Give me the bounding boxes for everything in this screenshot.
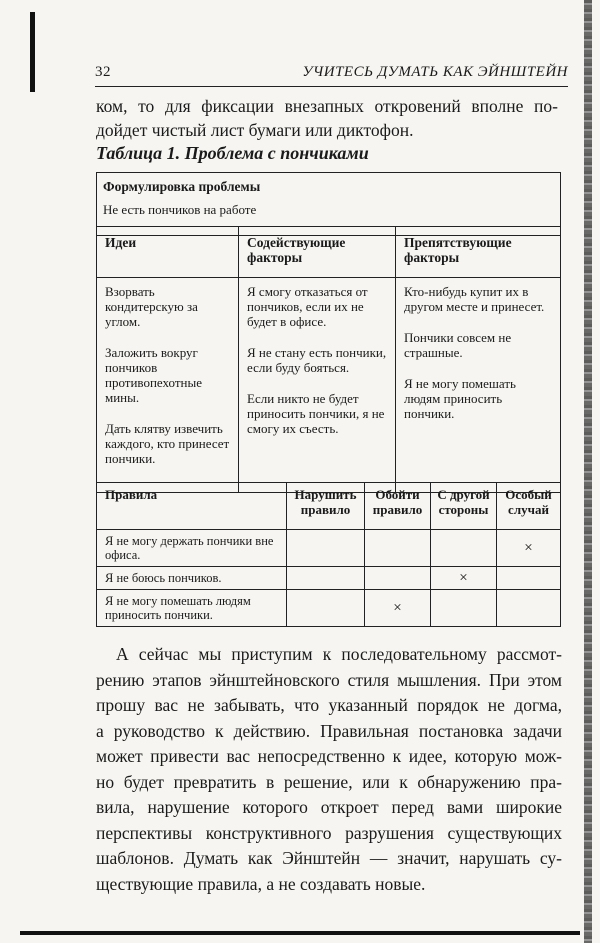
problem-text: Не есть пончиков на работе — [103, 202, 257, 217]
factor-item: Если никто не будет приносить пончики, я не смогу их съесть. — [247, 391, 385, 436]
factor-item: Пончики совсем не страшные. — [404, 330, 512, 360]
text-line: но будет превратить в решение, или к обнаружению пра- — [96, 771, 562, 792]
scan-edge-bottom — [20, 931, 580, 935]
page-number: 32 — [95, 64, 111, 80]
text-line: ком, то для фиксации внезапных откровений вполне по- — [96, 96, 558, 116]
break-rule-header: Нарушить правило — [287, 483, 365, 530]
rules-table — [96, 482, 561, 627]
factor-item: Кто-нибудь купит их в другом месте и принесет. — [404, 284, 545, 314]
rule-cell: Я не могу держать пончики вне офиса. — [97, 530, 287, 567]
text-line: ществующие правила, а не создавать новые. — [96, 873, 426, 894]
page-header — [95, 62, 568, 87]
hindering-factors-header: Препятствующие факторы — [396, 227, 561, 278]
mark-cell: × — [431, 567, 497, 590]
table-row — [97, 590, 561, 627]
supporting-factors-column — [239, 278, 396, 493]
body-paragraph — [96, 642, 562, 897]
text-line: может привести вас непосредственно к идее, которую мож- — [96, 746, 562, 766]
supporting-factors-header: Содействующие факторы — [239, 227, 396, 278]
mark-cell — [497, 590, 561, 627]
text-line: прошу вас не забывать, что указанный порядок не догма, — [96, 695, 562, 715]
scan-edge-right — [584, 0, 592, 943]
text-line: перспективы конструктивного разрушения существующих — [96, 822, 562, 843]
text-line: шаблонов. Думать как Эйнштейн — значит, нарушать су- — [96, 848, 562, 868]
idea-item: Взорвать кондитерскую за углом. — [105, 284, 198, 329]
mark-cell — [287, 530, 365, 567]
table-row — [97, 530, 561, 567]
idea-item: Дать клятву извечить каждого, кто принесет пончики. — [105, 421, 230, 466]
text-line: вила, нарушение которого откроет перед вами широкие — [96, 797, 562, 817]
rules-header: Правила — [97, 483, 287, 530]
mark-cell: × — [497, 530, 561, 567]
ideas-header: Идеи — [97, 227, 239, 278]
ideas-table — [96, 226, 561, 493]
factor-item: Я смогу отказаться от пончиков, если их не будет в офисе. — [247, 284, 368, 329]
rule-cell: Я не боюсь пончиков. — [97, 567, 287, 590]
text-line: а руководство к действию. Правильная постановка задачи — [96, 720, 562, 741]
rule-cell: Я не могу помешать людям приносить пончики. — [97, 590, 287, 627]
mark-cell — [365, 567, 431, 590]
mark-cell — [365, 530, 431, 567]
running-title: УЧИТЕСЬ ДУМАТЬ КАК ЭЙНШТЕЙН — [302, 64, 568, 80]
text-line: дойдет чистый лист бумаги или диктофон. — [96, 120, 414, 140]
ideas-column — [97, 278, 239, 493]
special-case-header: Особый случай — [497, 483, 561, 530]
hindering-factors-column — [396, 278, 561, 493]
mark-cell — [431, 530, 497, 567]
text-line: А сейчас мы приступим к последовательному рассмот- — [116, 644, 562, 664]
idea-item: Заложить вокруг пончиков противопехотные мины. — [105, 345, 203, 405]
problem-heading: Формулировка проблемы — [103, 179, 261, 194]
other-side-header: С другой стороны — [431, 483, 497, 530]
factor-item: Я не могу помешать людям приносить пончики. — [404, 376, 516, 421]
bypass-rule-header: Обойти правило — [365, 483, 431, 530]
mark-cell — [287, 590, 365, 627]
mark-cell — [497, 567, 561, 590]
mark-cell — [287, 567, 365, 590]
factor-item: Я не стану есть пончики, если буду бояться. — [247, 345, 387, 375]
table-row — [97, 567, 561, 590]
text-line: рению этапов эйнштейновского стиля мышления. При этом — [96, 669, 562, 690]
scan-edge-left — [30, 12, 35, 92]
intro-paragraph — [96, 94, 558, 142]
mark-cell: × — [365, 590, 431, 627]
mark-cell — [431, 590, 497, 627]
table-caption: Таблица 1. Проблема с пончиками — [96, 143, 369, 163]
